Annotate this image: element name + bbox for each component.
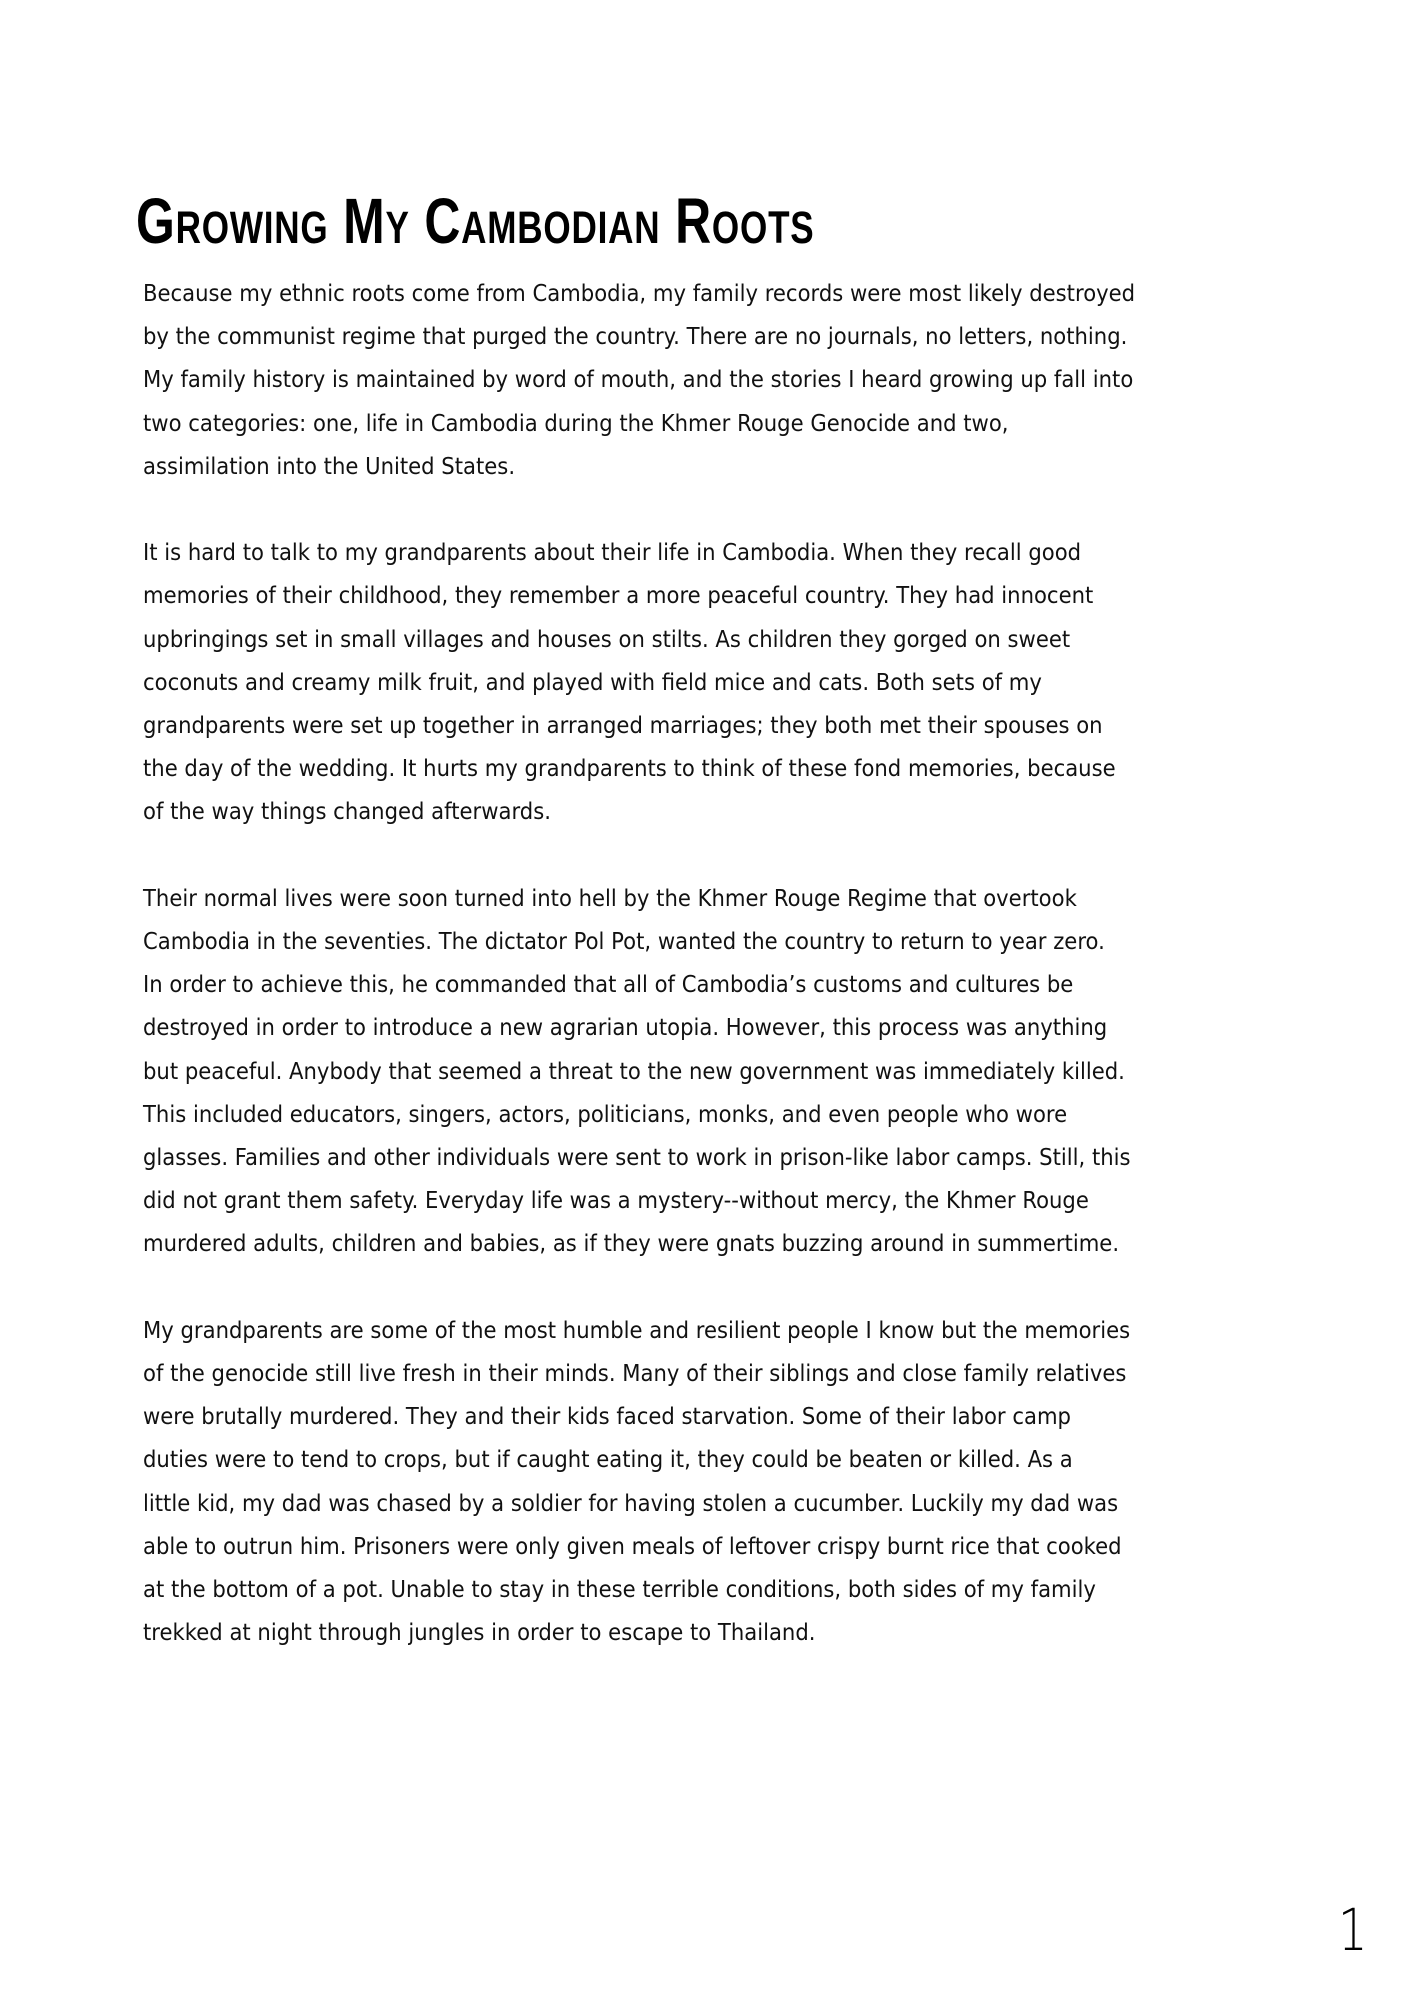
text-line: by the communist regime that purged the country. There are no journals, no letters, nothing. bbox=[143, 322, 1128, 351]
text-line: were brutally murdered. They and their kids faced starvation. Some of their labor camp bbox=[143, 1402, 1071, 1431]
text-line: coconuts and creamy milk fruit, and played with field mice and cats. Both sets of my bbox=[143, 667, 1042, 696]
text-line: little kid, my dad was chased by a soldier for having stolen a cucumber. Luckily my dad was bbox=[143, 1488, 1119, 1517]
text-line: memories of their childhood, they remember a more peaceful country. They had innocent bbox=[143, 581, 1094, 610]
text-line: assimilation into the United States. bbox=[143, 451, 516, 480]
text-line: able to outrun him. Prisoners were only given meals of leftover crispy burnt rice that cooked bbox=[143, 1531, 1122, 1560]
text-line: murdered adults, children and babies, as if they were gnats buzzing around in summertime. bbox=[143, 1229, 1120, 1258]
page-title: Growing My Cambodian Roots bbox=[136, 184, 815, 257]
text-line: of the genocide still live fresh in their minds. Many of their siblings and close family relatives bbox=[143, 1359, 1127, 1388]
text-line: grandparents were set up together in arranged marriages; they both met their spouses on bbox=[143, 711, 1103, 740]
page-number: 1 bbox=[1338, 1896, 1368, 1964]
text-line: Their normal lives were soon turned into hell by the Khmer Rouge Regime that overtook bbox=[143, 883, 1077, 912]
text-line: Because my ethnic roots come from Cambodia, my family records were most likely destroyed bbox=[143, 279, 1136, 307]
text-line: at the bottom of a pot. Unable to stay in these terrible conditions, both sides of my family bbox=[143, 1575, 1096, 1604]
text-line: It is hard to talk to my grandparents about their life in Cambodia. When they recall good bbox=[143, 538, 1082, 567]
paragraph-1 bbox=[143, 272, 1293, 488]
text-line: Cambodia in the seventies. The dictator Pol Pot, wanted the country to return to year zero. bbox=[143, 927, 1105, 956]
text-line: My grandparents are some of the most humble and resilient people I know but the memories bbox=[143, 1315, 1131, 1344]
text-line: destroyed in order to introduce a new agrarian utopia. However, this process was anything bbox=[143, 1013, 1108, 1042]
paragraph-2 bbox=[143, 531, 1293, 833]
text-line: the day of the wedding. It hurts my grandparents to think of these fond memories, because bbox=[143, 754, 1116, 783]
paragraph-4 bbox=[143, 1309, 1293, 1655]
text-line: two categories: one, life in Cambodia during the Khmer Rouge Genocide and two, bbox=[143, 408, 1009, 437]
text-line: In order to achieve this, he commanded that all of Cambodia’s customs and cultures be bbox=[143, 970, 1074, 999]
text-line: This included educators, singers, actors, politicians, monks, and even people who wore bbox=[143, 1099, 1068, 1128]
text-line: of the way things changed afterwards. bbox=[143, 797, 551, 826]
text-line: upbringings set in small villages and houses on stilts. As children they gorged on sweet bbox=[143, 624, 1071, 653]
document-body bbox=[143, 272, 1293, 1698]
text-line: but peaceful. Anybody that seemed a threat to the new government was immediately killed. bbox=[143, 1056, 1125, 1085]
text-line: duties were to tend to crops, but if caught eating it, they could be beaten or killed. As a bbox=[143, 1445, 1073, 1474]
text-line: trekked at night through jungles in order to escape to Thailand. bbox=[143, 1618, 816, 1647]
text-line: glasses. Families and other individuals were sent to work in prison-like labor camps. Still, this bbox=[143, 1143, 1131, 1172]
text-line: My family history is maintained by word of mouth, and the stories I heard growing up fall into bbox=[143, 365, 1134, 394]
paragraph-3 bbox=[143, 877, 1293, 1266]
text-line: did not grant them safety. Everyday life was a mystery--without mercy, the Khmer Rouge bbox=[143, 1186, 1089, 1215]
